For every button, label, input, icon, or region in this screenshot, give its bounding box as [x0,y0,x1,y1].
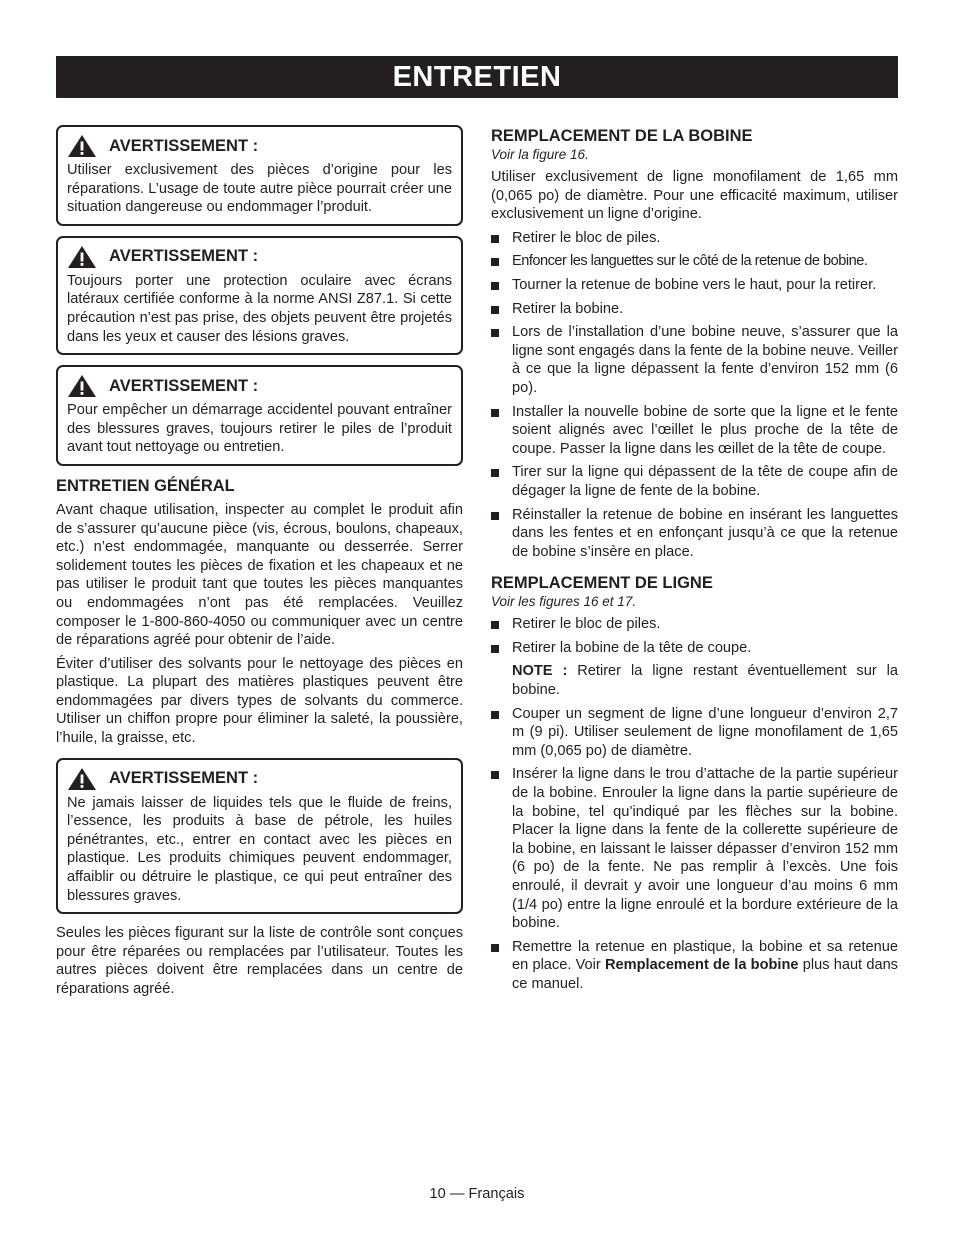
warning-text: Utiliser exclusivement des pièces d’origine pour les réparations. L’usage de toute autre pièce pourrait créer une situation dangereuse ou endommager l’produit. [67,162,452,216]
list-item: Tourner la retenue de bobine vers le haut, pour la retirer. [491,276,898,295]
paragraph: Utiliser exclusivement de ligne monofilament de 1,65 mm (0,065 po) de diamètre. Pour une efficacité maximum, utiliser exclusivement un ligne d’origine. [491,169,898,223]
paragraph: Seules les pièces figurant sur la liste de contrôle sont conçues pour être réparées ou remplacées par l’utilisateur. Toutes les autres pièces doivent être remplacées dans un centre de réparations agréé. [56,925,463,997]
square-bullet-icon [491,645,499,653]
square-bullet-icon [491,329,499,337]
list-item: Lors de l’installation d’une bobine neuve, s’assurer que la ligne sont engagés dans la fente de la bobine neuve. Veiller à ce que la ligne dépassent la fente d’environ 152 mm (6 po). [491,323,898,397]
warning-box [56,125,463,226]
note-label: NOTE : [512,663,568,680]
warning-box [56,758,463,915]
list-item: Retirer la bobine. [491,300,898,319]
figure-reference: Voir la figure 16. [491,147,589,162]
list-item: Insérer la ligne dans le trou d’attache de la partie supérieur de la bobine. Enrouler la ligne dans la partie supérieure de la bobine, tel qu’indiqué par les flèches sur la bobine. Placer la ligne dans la fente de la collerette supérieure de la bobine, en laissant le laisser dépasser d’environ 152 mm (6 po) de la fente. Ne pas remplir à l’excès. Une fois enroulé, il devrait y avoir une longueur d’au moins 6 mm (1/4 po) entre la ligne enroulé et la bordure extérieure de la bobine. [491,765,898,932]
warning-box [56,236,463,355]
square-bullet-icon [491,258,499,266]
figure-reference: Voir les figures 16 et 17. [491,594,637,610]
line-steps-list [491,615,898,657]
list-item: Retirer le bloc de piles. [491,615,898,634]
square-bullet-icon [491,409,499,417]
square-bullet-icon [491,512,499,520]
list-item: Remettre la retenue en plastique, la bobine et sa retenue en place. Voir Remplacement de la bobine plus haut dans ce manuel. [491,938,898,994]
section-heading-line: REMPLACEMENT DE LIGNE [491,574,713,593]
square-bullet-icon [491,235,499,243]
list-item: Réinstaller la retenue de bobine en insérant les languettes dans les fentes et en enfonçant jusqu’à ce que la retenue de bobine s’insère en place. [491,506,898,562]
square-bullet-icon [491,944,499,952]
paragraph: Éviter d’utiliser des solvants pour le nettoyage des pièces en plastique. La plupart des matières plastiques peuvent être endommagées par divers types de solvants du commerce. Utiliser un chiffon propre pour éliminer la saleté, la poussière, l’huile, la graisse, etc. [56,655,463,747]
warning-box [56,365,463,466]
warning-triangle-icon [67,374,97,398]
section-heading-spool: REMPLACEMENT DE LA BOBINE [491,127,753,145]
square-bullet-icon [491,711,499,719]
page-title: ENTRETIEN [56,56,898,98]
right-column [491,122,898,999]
square-bullet-icon [491,306,499,314]
square-bullet-icon [491,469,499,477]
square-bullet-icon [491,771,499,779]
warning-triangle-icon [67,245,97,269]
line-steps-list [491,705,898,994]
list-item: Enfoncer les languettes sur le côté de la retenue de bobine. [491,252,898,271]
section-heading-general: ENTRETIEN GÉNÉRAL [56,476,235,495]
warning-text: Pour empêcher un démarrage accidentel pouvant entraîner des blessures graves, toujours retirer le piles de l’produit avant tout nettoyage ou entretien. [67,402,452,456]
warning-text: Ne jamais laisser de liquides tels que le fluide de freins, l’essence, les produits à base de pétrole, les huiles pénétrantes, etc., entrer en contact avec les pièces en plastique. Les produits chimiques peuvent endommager, affaiblir ou détruire le plastique, ce qui peut entraîner des blessures graves. [67,794,452,904]
warning-title: AVERTISSEMENT : [109,769,259,788]
cross-reference: Remplacement de la bobine [604,957,799,974]
list-item: Couper un segment de ligne d’une longueur d’environ 2,7 m (9 pi). Utiliser seulement de ligne monofilament de 1,65 mm (0,065 po) de diamètre. [491,705,898,761]
note-text: Retirer la ligne restant éventuellement sur la bobine. [512,663,898,699]
spool-steps-list [491,229,898,562]
note [491,662,898,699]
square-bullet-icon [491,282,499,290]
left-column [56,125,463,1004]
warning-title: AVERTISSEMENT : [109,247,259,266]
square-bullet-icon [491,621,499,629]
list-item: Retirer la bobine de la tête de coupe. [491,639,898,658]
paragraph: Avant chaque utilisation, inspecter au complet le produit afin de s’assurer qu’aucune pièce (vis, écrous, boulons, chapeaux, etc.) n’est endommagée, manquante ou desserrée. Serrer solidement toutes les pièces de fixation et les chapeaux et ne pas utiliser le produit tant que toutes les pièces manquantes ou endommagées n’ont pas été remplacées. Veuillez composer le 1-800-860-4050 ou communiquer avec un centre de réparations agréé pour obtenir de l’aide. [56,501,463,649]
warning-title: AVERTISSEMENT : [109,136,259,155]
list-item: Retirer le bloc de piles. [491,229,898,248]
list-item: Tirer sur la ligne qui dépassent de la tête de coupe afin de dégager la ligne de fente de la bobine. [491,463,898,500]
page-footer: 10 — Français [429,1186,525,1202]
warning-title: AVERTISSEMENT : [109,376,259,395]
warning-triangle-icon [67,767,97,791]
warning-triangle-icon [67,134,97,158]
list-item: Installer la nouvelle bobine de sorte que la ligne et le fente soient alignés avec l’œillet le plus proche de la tête de coupe. Passer la ligne dans les œillet de la tête de coupe. [491,403,898,459]
warning-text: Toujours porter une protection oculaire avec écrans latéraux certifiée conforme à la norme ANSI Z87.1. Si cette précaution n’est pas prise, des objets peuvent être projetés dans les yeux et causer des lésions graves. [67,272,452,345]
